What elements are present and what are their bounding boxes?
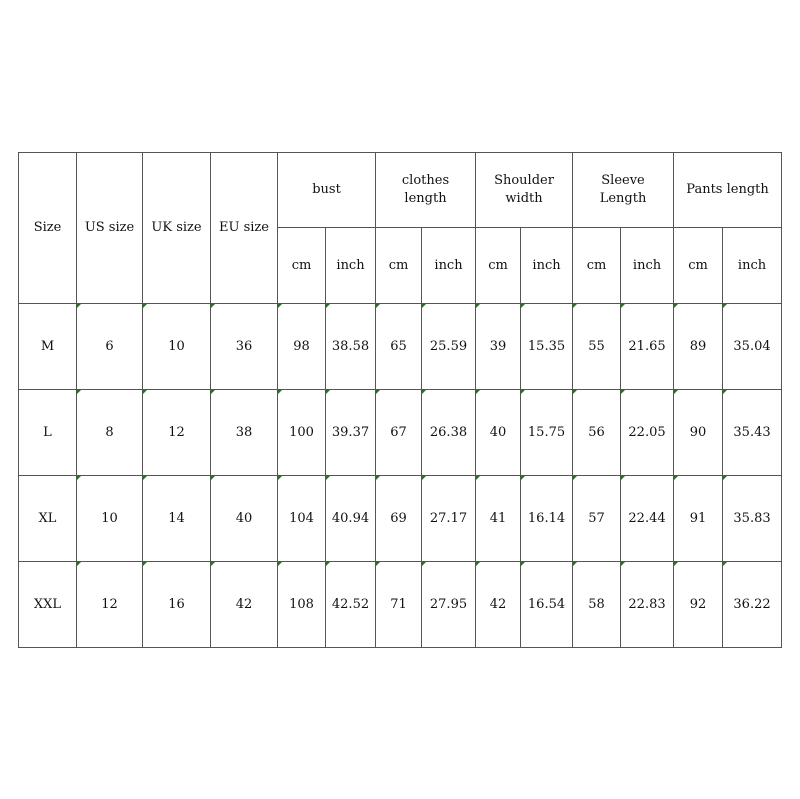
cell-value: 27.17 — [429, 510, 468, 526]
cell-corner-marker — [621, 390, 625, 394]
cell-corner-marker — [521, 476, 525, 480]
cell-corner-marker — [278, 390, 282, 394]
cell-corner-marker — [326, 304, 330, 308]
cell-corner-marker — [278, 304, 282, 308]
cell-corner-marker — [376, 390, 380, 394]
table-cell — [278, 562, 326, 648]
cell-value: 100 — [289, 424, 314, 440]
table-cell — [143, 562, 211, 648]
table-cell — [278, 476, 326, 562]
table-cell — [573, 562, 621, 648]
table-cell — [376, 562, 422, 648]
cell-value: XXL — [33, 596, 62, 612]
cell-value: 38.58 — [331, 338, 370, 354]
table-cell — [422, 562, 476, 648]
table-cell — [674, 304, 723, 390]
table-cell — [211, 562, 278, 648]
header-unit: inch — [723, 228, 782, 304]
table-cell — [278, 304, 326, 390]
table-cell — [573, 304, 621, 390]
cell-value: 108 — [289, 596, 314, 612]
cell-corner-marker — [674, 390, 678, 394]
size-chart-table — [18, 152, 782, 648]
cell-value: 40 — [489, 424, 507, 440]
header-unit: cm — [573, 228, 621, 304]
header-eu-size: EU size — [211, 153, 278, 304]
cell-corner-marker — [674, 304, 678, 308]
table-row — [19, 476, 782, 562]
header-unit: inch — [621, 228, 674, 304]
table-cell — [376, 476, 422, 562]
cell-value: 55 — [588, 338, 605, 354]
cell-corner-marker — [476, 304, 480, 308]
size-label-cell — [19, 390, 77, 476]
table-cell — [573, 476, 621, 562]
table-cell — [674, 476, 723, 562]
table-cell — [376, 390, 422, 476]
cell-value: 42 — [235, 596, 253, 612]
table-cell — [723, 476, 782, 562]
table-cell — [77, 476, 143, 562]
table-cell — [77, 562, 143, 648]
cell-corner-marker — [211, 390, 215, 394]
header-uk-size: UK size — [143, 153, 211, 304]
table-row — [19, 390, 782, 476]
cell-corner-marker — [723, 304, 727, 308]
cell-value: XL — [38, 510, 57, 526]
cell-value: 39 — [489, 338, 507, 354]
cell-corner-marker — [723, 562, 727, 566]
header-unit: cm — [278, 228, 326, 304]
cell-corner-marker — [723, 390, 727, 394]
table-cell — [211, 390, 278, 476]
cell-value: 22.83 — [628, 596, 666, 612]
cell-corner-marker — [621, 304, 625, 308]
cell-corner-marker — [326, 562, 330, 566]
size-label-cell — [19, 562, 77, 648]
table-cell — [476, 390, 521, 476]
table-cell — [326, 390, 376, 476]
cell-value: 90 — [689, 424, 707, 440]
cell-value: 67 — [390, 424, 407, 440]
header-unit: cm — [376, 228, 422, 304]
cell-corner-marker — [521, 562, 525, 566]
table-cell — [422, 304, 476, 390]
table-cell — [476, 476, 521, 562]
cell-corner-marker — [476, 562, 480, 566]
cell-value: 42.52 — [331, 596, 370, 612]
cell-value: 16.54 — [527, 596, 566, 612]
header-unit: inch — [326, 228, 376, 304]
cell-value: 42 — [489, 596, 507, 612]
table-cell — [521, 304, 573, 390]
cell-value: 25.59 — [429, 338, 468, 354]
header-row-main — [19, 153, 782, 228]
cell-corner-marker — [211, 562, 215, 566]
cell-corner-marker — [326, 390, 330, 394]
table-cell — [521, 562, 573, 648]
table-cell — [521, 476, 573, 562]
cell-corner-marker — [674, 562, 678, 566]
header-pants-length: Pants length — [674, 153, 782, 228]
cell-corner-marker — [422, 390, 426, 394]
cell-corner-marker — [573, 562, 577, 566]
cell-value: 71 — [390, 596, 407, 612]
table-cell — [278, 390, 326, 476]
header-sleeve-length: Sleeve Length — [573, 153, 674, 228]
cell-value: 65 — [390, 338, 407, 354]
cell-corner-marker — [143, 304, 147, 308]
cell-corner-marker — [422, 304, 426, 308]
cell-corner-marker — [77, 562, 81, 566]
cell-value: 26.38 — [429, 424, 468, 440]
table-cell — [621, 562, 674, 648]
cell-value: 35.04 — [733, 338, 771, 354]
cell-value: 36.22 — [733, 596, 771, 612]
header-unit: cm — [476, 228, 521, 304]
cell-value: 21.65 — [628, 338, 666, 354]
table-cell — [326, 304, 376, 390]
cell-corner-marker — [573, 390, 577, 394]
size-label-cell — [19, 476, 77, 562]
table-cell — [674, 390, 723, 476]
cell-value: 57 — [588, 510, 605, 526]
table-cell — [326, 562, 376, 648]
cell-value: 104 — [289, 510, 314, 526]
cell-value: 12 — [101, 596, 118, 612]
cell-value: 58 — [588, 596, 605, 612]
table-cell — [77, 304, 143, 390]
header-shoulder-width: Shoulder width — [476, 153, 573, 228]
cell-value: 38 — [235, 424, 253, 440]
cell-corner-marker — [143, 476, 147, 480]
cell-value: 39.37 — [331, 424, 370, 440]
table-cell — [422, 390, 476, 476]
cell-corner-marker — [422, 562, 426, 566]
size-label-cell — [19, 304, 77, 390]
cell-value: 35.43 — [733, 424, 771, 440]
table-cell — [143, 390, 211, 476]
cell-value: L — [43, 424, 52, 440]
cell-value: 36 — [235, 338, 253, 354]
table-cell — [476, 304, 521, 390]
table-cell — [521, 390, 573, 476]
table-row — [19, 304, 782, 390]
cell-corner-marker — [521, 304, 525, 308]
cell-value: 16 — [168, 596, 185, 612]
cell-corner-marker — [376, 304, 380, 308]
cell-corner-marker — [278, 562, 282, 566]
cell-corner-marker — [143, 390, 147, 394]
cell-value: 8 — [105, 424, 114, 440]
cell-corner-marker — [621, 476, 625, 480]
cell-corner-marker — [376, 562, 380, 566]
table-cell — [326, 476, 376, 562]
table-cell — [422, 476, 476, 562]
table-cell — [621, 476, 674, 562]
table-row — [19, 562, 782, 648]
cell-value: 40 — [235, 510, 253, 526]
cell-value: 12 — [168, 424, 185, 440]
table-cell — [211, 476, 278, 562]
header-clothes-length: clothes length — [376, 153, 476, 228]
cell-corner-marker — [476, 390, 480, 394]
cell-value: 56 — [588, 424, 605, 440]
cell-corner-marker — [621, 562, 625, 566]
cell-value: 98 — [293, 338, 310, 354]
cell-corner-marker — [521, 390, 525, 394]
table-cell — [723, 390, 782, 476]
cell-value: 35.83 — [733, 510, 771, 526]
table-cell — [476, 562, 521, 648]
table-cell — [211, 304, 278, 390]
header-unit: inch — [521, 228, 573, 304]
cell-corner-marker — [326, 476, 330, 480]
cell-value: 27.95 — [429, 596, 468, 612]
table-cell — [77, 390, 143, 476]
cell-corner-marker — [211, 476, 215, 480]
header-unit: cm — [674, 228, 723, 304]
table-cell — [143, 476, 211, 562]
table-cell — [573, 390, 621, 476]
cell-value: 89 — [689, 338, 707, 354]
cell-value: 91 — [689, 510, 707, 526]
cell-value: 40.94 — [331, 510, 370, 526]
size-chart-body — [19, 304, 782, 648]
cell-value: 6 — [105, 338, 114, 354]
cell-value: 10 — [168, 338, 185, 354]
cell-corner-marker — [476, 476, 480, 480]
cell-value: 69 — [390, 510, 407, 526]
table-cell — [674, 562, 723, 648]
header-us-size: US size — [77, 153, 143, 304]
cell-corner-marker — [211, 304, 215, 308]
cell-corner-marker — [573, 476, 577, 480]
header-size: Size — [19, 153, 77, 304]
cell-value: 41 — [489, 510, 507, 526]
cell-value: 22.05 — [628, 424, 666, 440]
cell-value: 22.44 — [628, 510, 666, 526]
cell-corner-marker — [376, 476, 380, 480]
cell-corner-marker — [77, 476, 81, 480]
cell-corner-marker — [278, 476, 282, 480]
cell-corner-marker — [573, 304, 577, 308]
table-cell — [723, 562, 782, 648]
cell-corner-marker — [723, 476, 727, 480]
cell-corner-marker — [422, 476, 426, 480]
cell-value: M — [40, 338, 55, 354]
cell-value: 15.35 — [527, 338, 566, 354]
cell-value: 92 — [689, 596, 707, 612]
table-cell — [621, 390, 674, 476]
size-chart-sheet — [18, 152, 781, 647]
cell-corner-marker — [143, 562, 147, 566]
table-cell — [621, 304, 674, 390]
cell-value: 14 — [168, 510, 185, 526]
cell-value: 10 — [101, 510, 118, 526]
table-cell — [376, 304, 422, 390]
header-bust: bust — [278, 153, 376, 228]
header-unit: inch — [422, 228, 476, 304]
table-cell — [143, 304, 211, 390]
cell-value: 16.14 — [527, 510, 566, 526]
cell-corner-marker — [674, 476, 678, 480]
table-cell — [723, 304, 782, 390]
cell-corner-marker — [77, 390, 81, 394]
cell-corner-marker — [77, 304, 81, 308]
cell-value: 15.75 — [527, 424, 566, 440]
